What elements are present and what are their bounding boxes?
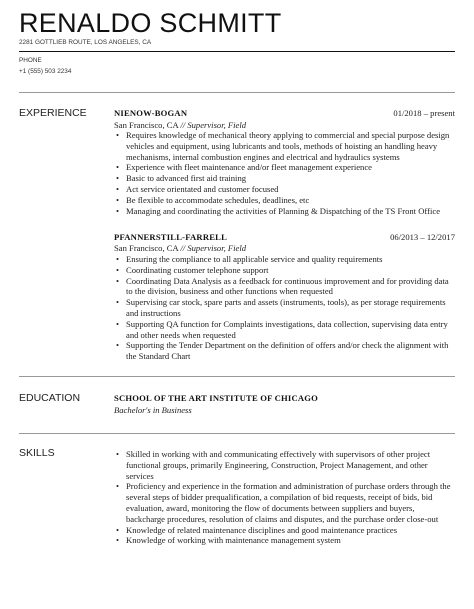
address: 2281 GOTTLIEB ROUTE, LOS ANGELES, CA: [19, 39, 152, 46]
experience-heading: EXPERIENCE: [19, 107, 87, 119]
job-separator: //: [180, 120, 186, 130]
job-role: Supervisor, Field: [187, 243, 247, 253]
school-name: SCHOOL OF THE ART INSTITUTE OF CHICAGO: [114, 393, 319, 403]
list-item: • Be flexible to accommodate schedules, deadlines, etc: [114, 195, 454, 206]
list-item: • Managing and coordinating the activities of Planning & Dispatching of the TS Front Office: [114, 206, 454, 217]
list-item: • Basic to advanced first aid training: [114, 173, 454, 184]
list-item: • Supporting QA function for Complaints investigations, data collection, supervising data entry and other needs when requested: [114, 319, 454, 341]
skills-heading: SKILLS: [19, 447, 55, 459]
list-item: • Knowledge of related maintenance disciplines and good maintenance practices: [114, 525, 454, 536]
job-role: Supervisor, Field: [187, 120, 247, 130]
list-item: • Knowledge of working with maintenance management system: [114, 535, 454, 546]
list-item: • Coordinating Data Analysis as a feedback for continuous improvement and for providing data to the division, business and other functions when requested: [114, 276, 454, 298]
list-item: • Proficiency and experience in the formation and administration of purchase orders through the several steps of bidder prequalification, a compilation of bid requests, receipt of bids, bid evaluation, award, monitoring the flow of documents between suppliers and buyers, backcharge procedures, resolution of claims and disputes, and the purchase order close-out: [114, 481, 454, 524]
list-item: • Coordinating customer telephone support: [114, 265, 454, 276]
job-dates: 06/2013 – 12/2017: [390, 232, 455, 242]
list-item: • Supporting the Tender Department on the definition of offers and/or check the alignment with the Standard Chart: [114, 340, 454, 362]
phone-number: +1 (555) 503 2234: [19, 68, 72, 75]
list-item: • Supervising car stock, spare parts and assets (instruments, tools), as per storage requirements and instructions: [114, 297, 454, 319]
job-location: San Francisco, CA: [114, 243, 179, 253]
list-item: • Experience with fleet maintenance and/or fleet management experience: [114, 162, 454, 173]
candidate-name: RENALDO SCHMITT: [19, 8, 282, 38]
section-divider-education: [19, 376, 455, 377]
list-item: • Requires knowledge of mechanical theory applying to commercial and special purpose design vehicles and equipment, using lubricants and tools, methods of hoisting an handling heavy mechanisms, internal combustion engines and electrical and hydraulics systems: [114, 130, 454, 162]
job-location: San Francisco, CA: [114, 120, 179, 130]
job-separator: //: [180, 243, 186, 253]
section-divider-experience: [19, 92, 455, 93]
section-divider-skills: [19, 433, 455, 434]
phone-label: PHONE: [19, 57, 42, 64]
education-heading: EDUCATION: [19, 392, 81, 404]
list-item: • Ensuring the compliance to all applicable service and quality requirements: [114, 254, 454, 265]
job-company: PFANNERSTILL-FARRELL: [114, 232, 228, 242]
job-location-title: [114, 243, 246, 253]
skills-list: [114, 449, 454, 546]
list-item: • Act service orientated and customer focused: [114, 184, 454, 195]
job-company: NIENOW-BOGAN: [114, 108, 188, 118]
job-bullets: [114, 130, 454, 216]
job-bullets: [114, 254, 454, 362]
job-location-title: [114, 120, 246, 130]
job-dates: 01/2018 – present: [393, 108, 455, 118]
degree: Bachelor's in Business: [114, 405, 192, 415]
header-divider: [19, 51, 455, 52]
list-item: • Skilled in working with and communicating effectively with supervisors of other project functional groups, primarily Engineering, Construction, Project Management, and other services: [114, 449, 454, 481]
